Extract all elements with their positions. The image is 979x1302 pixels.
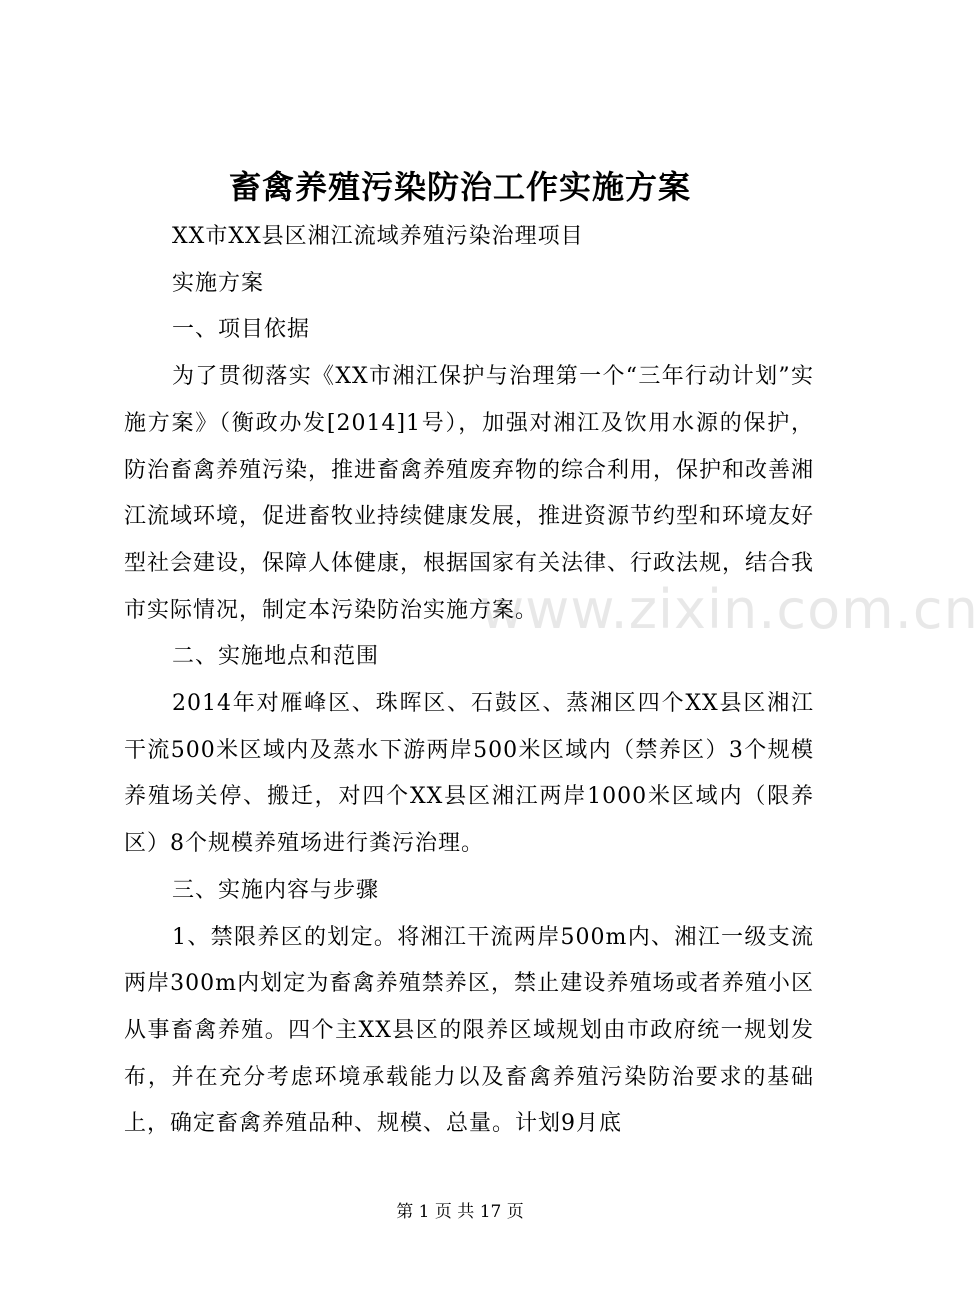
document-body [124, 214, 814, 1148]
paragraph-scope: 2014年对雁峰区、珠晖区、石鼓区、蒸湘区四个XX县区湘江干流500米区域内及蒸水下游两岸500米区域内（禁养区）3个规模养殖场关停、搬迁，对四个XX县区湘江两岸1000米区域内（限养区）8个规模养殖场进行粪污治理。 [124, 691, 814, 857]
section-heading-2: 二、实施地点和范围 [172, 644, 380, 670]
paragraph-content: 1、禁限养区的划定。将湘江干流两岸500m内、湘江一级支流两岸300m内划定为畜禽养殖禁养区，禁止建设养殖场或者养殖小区从事畜禽养殖。四个主XX县区的限养区域规划由市政府统一规划发布，并在充分考虑环境承载能力以及畜禽养殖污染防治要求的基础上，确定畜禽养殖品种、规模、总量。计划9月底 [124, 924, 814, 1137]
page-footer: 第 1 页 共 17 页 [396, 1202, 524, 1222]
document-title: 畜禽养殖污染防治工作实施方案 [228, 168, 691, 206]
subtitle-line: 实施方案 [172, 270, 265, 296]
watermark-text: www.zixin.com.cn [480, 578, 979, 641]
project-name-line: XX市XX县区湘江流域养殖污染治理项目 [172, 224, 584, 249]
section-heading-1: 一、项目依据 [172, 317, 311, 343]
section-heading-3: 三、实施内容与步骤 [172, 877, 380, 903]
paragraph-basis: 为了贯彻落实《XX市湘江保护与治理第一个“三年行动计划”实施方案》（衡政办发[2014]1号），加强对湘江及饮用水源的保护，防治畜禽养殖污染，推进畜禽养殖废弃物的综合利用，保护和改善湘江流域环境，促进畜牧业持续健康发展，推进资源节约型和环境友好型社会建设，保障人体健康，根据国家有关法律、行政法规，结合我市实际情况，制定本污染防治实施方案。 [124, 364, 815, 623]
